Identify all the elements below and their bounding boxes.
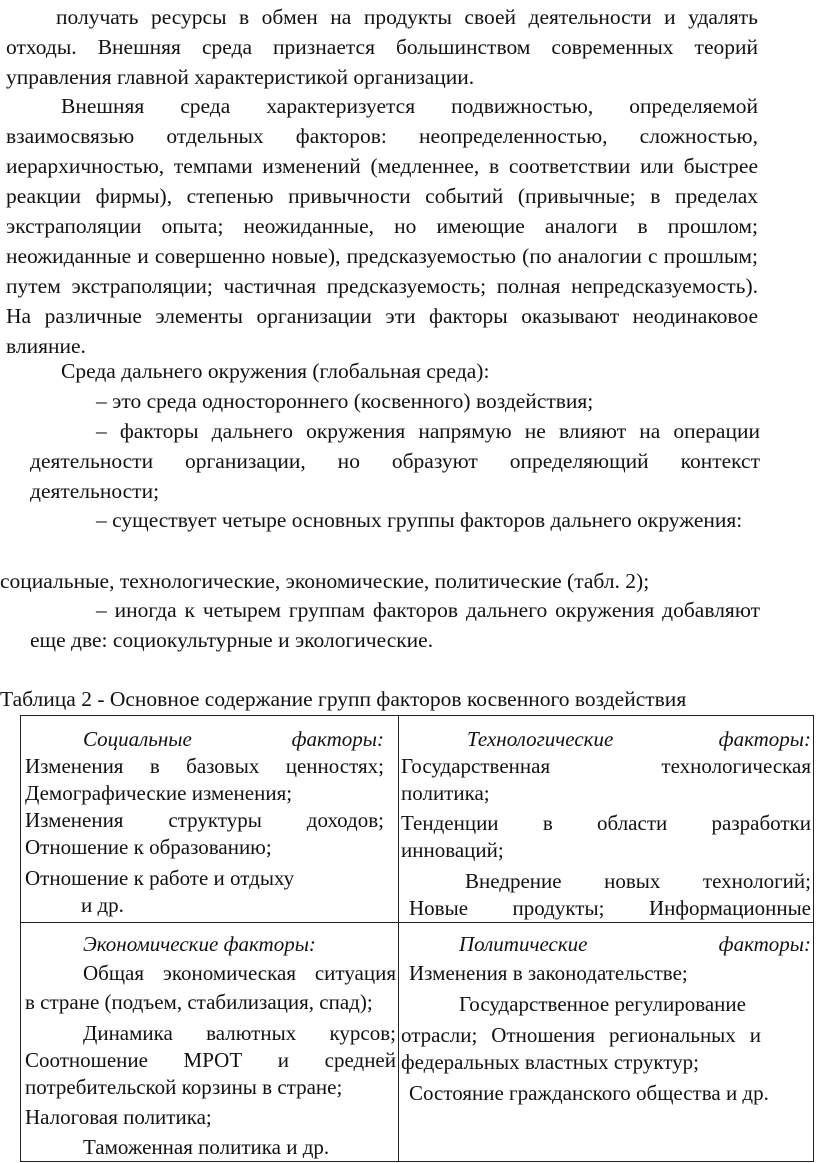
- economic-factor-line: Таможенная политика и др.: [83, 1135, 330, 1159]
- paragraph-external-environment-characteristics: Внешняя среда характеризуется подвижностью, определяемой взаимосвязью отдельных факторов: неопределенностью, сложностью, иерархичностью, темпами изменений (медленнее, в соответствии или быстрее реакции фирмы), степенью привычности событий (привычные; в пределах экстраполяции опыта; неожиданные, но имеющие аналоги в прошлом; неожиданные и совершенно новые), предсказуемостью (по аналогии с прошлым; путем экстраполяции; частичная предсказуемость; полная непредсказуемость). На различные элементы организации эти факторы оказывают неодинаковое влияние.: [6, 94, 758, 358]
- social-factors-cell: [21, 716, 399, 923]
- technological-factors-cell: [399, 716, 814, 923]
- technological-factors-heading: Технологические факторы:: [467, 727, 811, 751]
- technological-factor-line: Тенденции в области разработки: [401, 811, 811, 835]
- technological-factor-line: политика;: [401, 781, 490, 805]
- social-factor-line: Изменения в базовых ценностях;: [25, 754, 384, 778]
- economic-factor-line: Динамика валютных курсов;: [83, 1021, 396, 1045]
- social-factor-line: Изменения структуры доходов;: [25, 808, 384, 832]
- political-factor-line: отрасли; Отношения региональных и: [401, 1023, 761, 1047]
- economic-factor-line: в стране (подъем, стабилизация, спад);: [25, 990, 373, 1014]
- political-factors-cell: [399, 923, 814, 1162]
- social-factor-line: Отношение к работе и отдыху: [25, 866, 295, 890]
- list-item-four-groups-continuation: социальные, технологические, экономические, политические (табл. 2);: [0, 569, 650, 593]
- political-factors-heading: Политические факторы:: [459, 932, 811, 956]
- economic-factor-line: Налоговая политика;: [25, 1105, 212, 1129]
- technological-factor-line: Внедрение новых технологий;: [465, 869, 811, 893]
- factors-table: [20, 715, 814, 1162]
- technological-factor-line: инноваций;: [401, 838, 504, 862]
- economic-factors-heading: Экономические факторы:: [83, 932, 316, 956]
- economic-factor-line: Соотношение МРОТ и средней: [25, 1048, 396, 1072]
- table-row: [21, 716, 814, 923]
- technological-factor-line: Государственная технологическая: [401, 754, 811, 778]
- social-factors-heading: Социальные факторы:: [83, 727, 384, 751]
- political-factor-line: Состояние гражданского общества и др.: [409, 1081, 769, 1105]
- list-item-indirect-influence: – факторы дальнего окружения напрямую не влияют на операции деятельности организации, но образуют определяющий контекст деятельности;: [30, 419, 760, 503]
- political-factor-line: Изменения в законодательстве;: [409, 961, 688, 985]
- list-item-four-groups: – существует четыре основных группы факторов дальнего окружения:: [96, 508, 743, 532]
- paragraph-external-environment-resources: получать ресурсы в обмен на продукты своей деятельности и удалять отходы. Внешняя среда признается большинством современных теорий управления главной характеристикой организации.: [6, 5, 758, 89]
- list-item-one-way-impact: – это среда одностороннего (косвенного) воздействия;: [96, 389, 594, 413]
- paragraph-far-environment-heading: Среда дальнего окружения (глобальная среда):: [61, 359, 490, 383]
- economic-factors-cell: [21, 923, 399, 1162]
- social-factor-line: Демографические изменения;: [25, 781, 293, 805]
- technological-factor-line: Новые продукты; Информационные: [409, 896, 811, 920]
- economic-factor-line: потребительской корзины в стране;: [25, 1075, 343, 1099]
- table-row: [21, 923, 814, 1162]
- economic-factor-line: Общая экономическая ситуация: [83, 961, 396, 985]
- social-factor-line: Отношение к образованию;: [25, 835, 272, 859]
- list-item-two-more-groups: – иногда к четырем группам факторов дальнего окружения добавляют еще две: социокультурные и экологические.: [30, 598, 760, 652]
- political-factor-line: Государственное регулирование: [459, 992, 746, 1016]
- social-factor-line: и др.: [81, 893, 124, 917]
- table-caption: Таблица 2 - Основное содержание групп факторов косвенного воздействия: [0, 687, 687, 711]
- political-factor-line: федеральных властных структур;: [401, 1050, 699, 1074]
